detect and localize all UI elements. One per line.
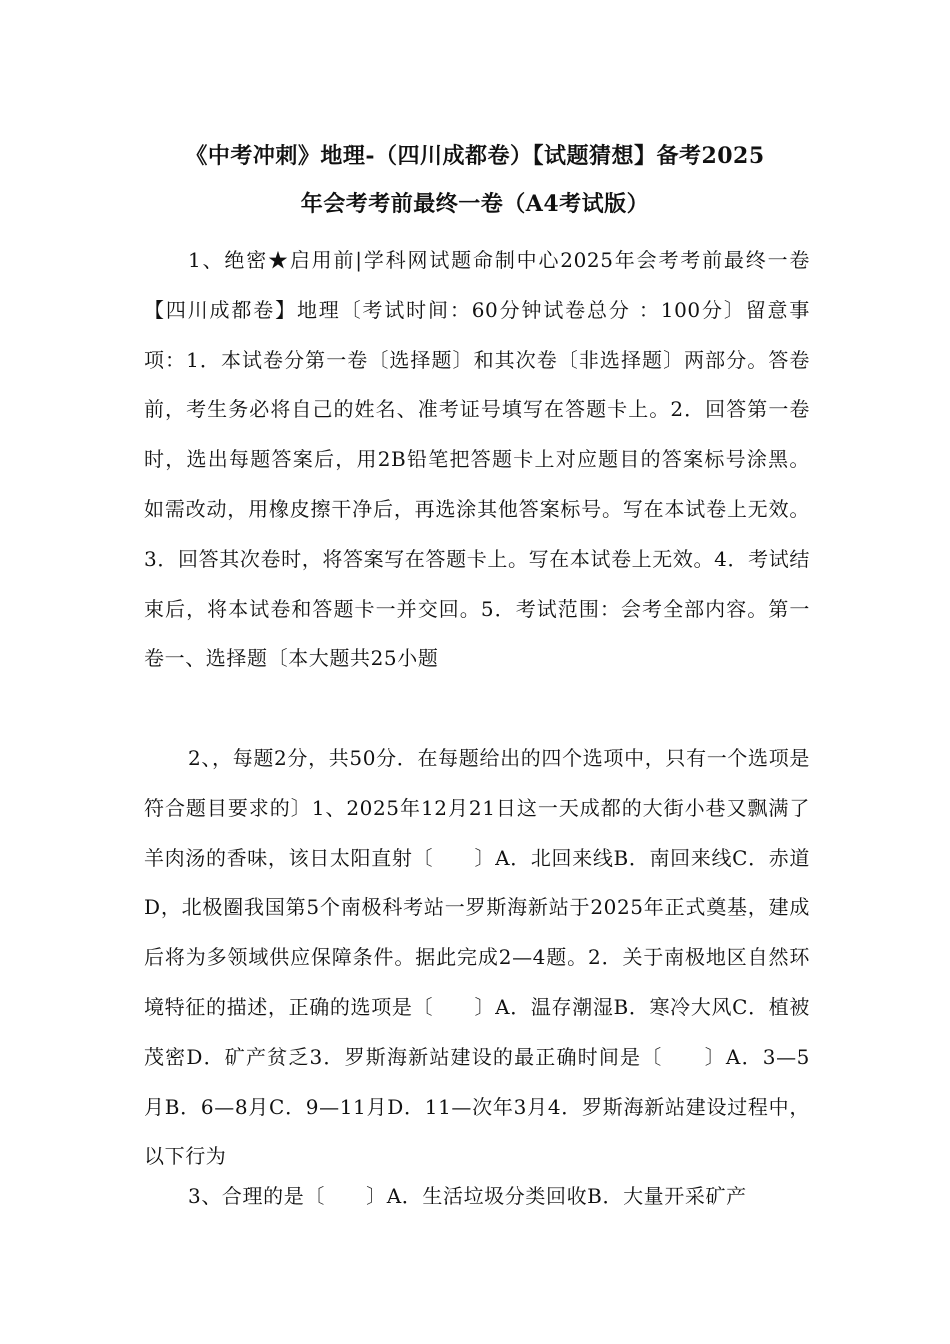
paragraph-2: 2、，每题2分，共50分．在每题给出的四个选项中，只有一个选项是符合题目要求的〕1、2025年12月21日这一天成都的大街小巷又飘满了羊肉汤的香味，该日太阳直射〔 〕A．北回来线B．南回来线C．赤道D，北极圈我国第5个南极科考站一罗斯海新站于2025年正式奠基，建成后将为多领域供应保障条件。据此完成2—4题。2．关于南极地区自然环境特征的描述，正确的选项是〔 〕A．温存潮湿B．寒冷大风C．植被茂密D．矿产贫乏3．罗斯海新站建设的最正确时间是〔 〕A．3—5月B．6—8月C．9—11月D．11—次年3月4．罗斯海新站建设过程中，以下行为 bbox=[144, 746, 810, 1169]
paragraph-3: 3、合理的是〔 〕A．生活垃圾分类回收B．大量开采矿产 bbox=[188, 1184, 747, 1208]
title-line-2: 年会考考前最终一卷（A4考试版） bbox=[300, 191, 650, 217]
paragraph-1: 1、绝密★启用前|学科网试题命制中心2025年会考考前最终一卷【四川成都卷】地理〔考试时间：60分钟试卷总分 ：100分〕留意事项：1．本试卷分第一卷〔选择题〕和其次卷〔非选择题〕两部分。答卷前，考生务必将自己的姓名、准考证号填写在答题卡上。2．回答第一卷时，选出每题答案后，用2B铅笔把答题卡上对应题目的答案标号涂黑。如需改动，用橡皮擦干净后，再选涂其他答案标号。写在本试卷上无效。3．回答其次卷时，将答案写在答题卡上。写在本试卷上无效。4．考试结束后，将本试卷和答题卡一并交回。5．考试范围：会考全部内容。第一卷一、选择题〔本大题共25小题 bbox=[144, 248, 810, 671]
title-line-1: 《中考冲刺》地理-（四川成都卷）【试题猜想】备考2025 bbox=[185, 143, 765, 169]
document-title bbox=[140, 132, 810, 228]
